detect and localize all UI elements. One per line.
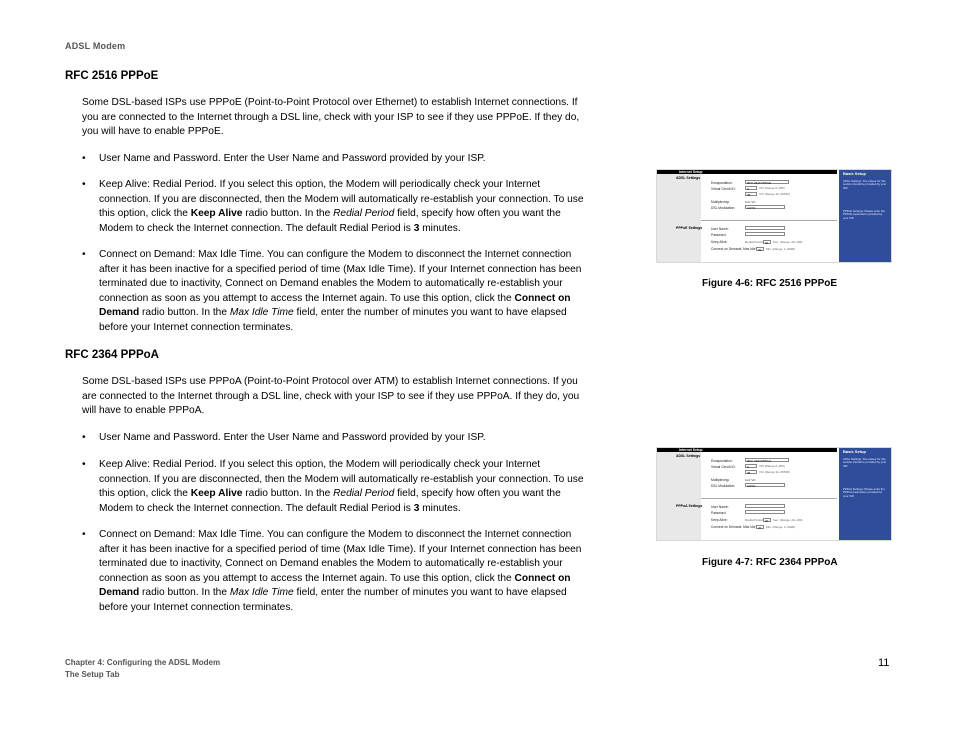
figure-pppoe-screenshot: Internet Setup ADSL Settings Encapsulation: RFC 2516 PPPoE Virtual Circuit ID: 0 VPI (Range 0~255) 35 VCI (Range 32~65535) Multiplexing: LLC VC DSL Modulation: AUTO PPPoE Settings User Name: Password: Keep Alive: Redial Period 30 Sec. (Range: 20~180) Connect on Demand: Max Idle 20 Min. (Range: 1~9999) Basic Setup ADSL Settings: The values for this section should be provided by your ISP. PPPoE Settings: Please enter the PPPoE parameters provided by your ISP. [656, 169, 892, 263]
connect-on-demand-radio[interactable]: Connect on Demand: Max Idle [711, 247, 756, 251]
figure-caption-pppoe: Figure 4-6: RFC 2516 PPPoE [702, 278, 838, 289]
bullet-dot: • [82, 179, 86, 190]
redial-period-field[interactable]: 30 [763, 518, 771, 522]
figure-caption-pppoa: Figure 4-7: RFC 2364 PPPoA [702, 557, 838, 568]
max-idle-field[interactable]: 20 [756, 247, 764, 251]
keep-alive-radio[interactable]: Keep Alive: [711, 518, 728, 522]
section-title-pppoe: RFC 2516 PPPoE [65, 70, 159, 82]
footer-chapter [65, 657, 220, 681]
redial-period-field[interactable]: 30 [763, 240, 771, 244]
figure-pppoa-screenshot: Internet Setup ADSL Settings Encapsulation: RFC 2364 PPPoA Virtual Circuit ID: 0 VPI (Range 0~255) 35 VCI (Range 32~65535) Multiplexing: LLC VC DSL Modulation: AUTO PPPoA Settings User Name: Password: Keep Alive: Redial Period 30 Sec. (Range: 20~180) Connect on Demand: Max Idle 20 Min. (Range: 1~9999) Basic Setup ADSL Settings: The values for this section should be provided by your ISP. PPPoA Settings: Please enter the PPPoA parameters provided by your ISP. [656, 447, 892, 541]
bullet-connect-on-demand-pppoa: • Connect on Demand: Max Idle Time. You can configure the Modem to disconnect the Internet connection after it has been inactive for a specified period of time (Max Idle Time). If your Internet connection has been terminated due to inactivity, Connect on Demand enables the Modem to automatically re-establish your connection as soon as you attempt to access the Internet again. To use this option, click the Connect on Demand radio button. In the Max Idle Time field, enter the number of minutes you want to have elapsed before your Internet connection terminates. [82, 529, 582, 613]
bullet-dot: • [82, 529, 86, 540]
modulation-select[interactable]: AUTO [745, 205, 785, 209]
bullet-keep-alive-pppoa: • Keep Alive: Redial Period. If you select this option, the Modem will periodically check your Internet connection. If you are disconnected, then the Modem will automatically re-establish your connection. To use this option, click the Keep Alive radio button. In the Redial Period field, specify how often you want the Modem to check the Internet connection. The default Redial Period is 3 minutes. [82, 459, 584, 514]
username-field[interactable] [745, 504, 785, 508]
footer-line-2: The Setup Tab [65, 670, 120, 679]
vci-field[interactable]: 35 [745, 470, 757, 474]
bullet-keep-alive-pppoe: • Keep Alive: Redial Period. If you select this option, the Modem will periodically check your Internet connection. If you are disconnected, then the Modem will automatically re-establish your connection. To use this option, click the Keep Alive radio button. In the Redial Period field, specify how often you want the Modem to check the Internet connection. The default Redial Period is 3 minutes. [82, 179, 584, 234]
encapsulation-select[interactable]: RFC 2516 PPPoE [745, 180, 789, 184]
footer-line-1: Chapter 4: Configuring the ADSL Modem [65, 658, 221, 667]
page-number: 11 [878, 657, 890, 669]
keep-alive-radio[interactable]: Keep Alive: [711, 240, 728, 244]
encapsulation-select[interactable]: RFC 2364 PPPoA [745, 458, 789, 462]
bullet-dot: • [82, 459, 86, 470]
multiplexing-radios[interactable]: LLC VC [745, 478, 756, 482]
max-idle-field[interactable]: 20 [756, 525, 764, 529]
intro-paragraph-pppoe: Some DSL-based ISPs use PPPoE (Point-to-Point Protocol over Ethernet) to establish Internet connections. If you are connected to the Internet through a DSL line, check with your ISP to see if they use PPPoE. If they do, you will have to enable PPPoE. [82, 97, 580, 138]
multiplexing-radios[interactable]: LLC VC [745, 200, 756, 204]
intro-paragraph-pppoa: Some DSL-based ISPs use PPPoA (Point-to-Point Protocol over ATM) to establish Internet connections. If you are connected to the Internet through a DSL line, check with your ISP to see if they use PPPoA. If they do, you will have to enable PPPoA. [82, 376, 580, 417]
bullet-connect-on-demand-pppoe: • Connect on Demand: Max Idle Time. You can configure the Modem to disconnect the Internet connection after it has been inactive for a specified period of time (Max Idle Time). If your Internet connection has been terminated due to inactivity, Connect on Demand enables the Modem to automatically re-establish your connection as soon as you attempt to access the Internet again. To use this option, click the Connect on Demand radio button. In the Max Idle Time field, enter the number of minutes you want to have elapsed before your Internet connection terminates. [82, 249, 582, 333]
vpi-field[interactable]: 0 [745, 464, 757, 468]
section-title-pppoa: RFC 2364 PPPoA [65, 349, 159, 361]
bullet-dot: • [82, 153, 86, 164]
username-field[interactable] [745, 226, 785, 230]
connect-on-demand-radio[interactable]: Connect on Demand: Max Idle [711, 525, 756, 529]
vci-field[interactable]: 35 [745, 192, 757, 196]
bullet-dot: • [82, 432, 86, 443]
bullet-dot: • [82, 249, 86, 260]
running-header: ADSL Modem [65, 41, 126, 51]
password-field[interactable] [745, 232, 785, 236]
bullet-user-name-pppoe: • User Name and Password. Enter the User Name and Password provided by your ISP. [82, 152, 590, 167]
bullet-user-name-pppoa: • User Name and Password. Enter the User Name and Password provided by your ISP. [82, 431, 590, 446]
password-field[interactable] [745, 510, 785, 514]
modulation-select[interactable]: AUTO [745, 483, 785, 487]
vpi-field[interactable]: 0 [745, 186, 757, 190]
